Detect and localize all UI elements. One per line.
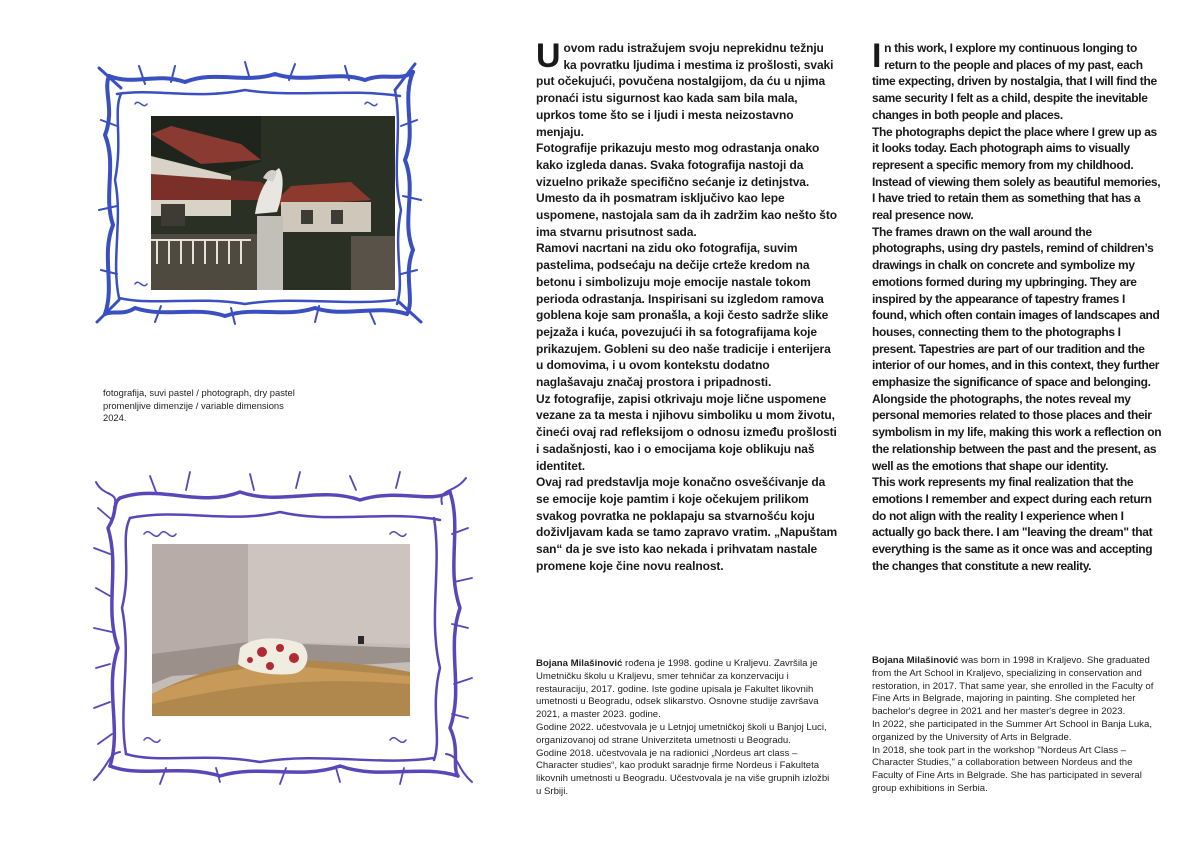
photo-bed-blanket-image: [152, 544, 410, 716]
statement-english-paragraph-3: The frames drawn on the wall around the photographs, using dry pastels, remind of children’s drawings in chalk on concrete and symbolize my emotions formed during my upbringing. They are inspired by the appearance of tapestry frames I found, which often contain images of landscapes and houses, connecting them to the photographs I present. Tapestries are part of our tradition and the interior of our homes, and in this context, they further emphasize the significance of space and belonging.: [872, 224, 1160, 390]
bio-english-paragraph-3: In 2018, she took part in the workshop "Nordeus Art Class – Character Studies," a collaboration between Nordeus and the Faculty of Fine Arts in Belgrade. She has participated in several group exhibitions in Serbia.: [872, 744, 1142, 794]
bio-english-name: Bojana Milašinović: [872, 655, 959, 666]
bio-serbian-name: Bojana Milašinović: [536, 658, 623, 669]
photo-bed-blanket: [152, 544, 410, 716]
caption-line-medium: fotografija, suvi pastel / photograph, dry pastel: [103, 387, 295, 398]
statement-serbian-paragraph-3: Ramovi nacrtani na zidu oko fotografija, suvim pastelima, podsećaju na dečije crteže kredom na betonu i simbolizuju moje emocije nastale tokom perioda odrastanja. Inspirisani su izgledom ramova goblena koje sam pronašla, a koji često sadrže slike pejzaža i kuća, povezujući ih sa fotografijama koje prikazujem. Gobleni su deo naše tradicije i enterijera u domovima, i u ovom kontekstu dodatno naglašavaju značaj prostora i pripadnosti.: [536, 241, 831, 390]
statement-english-paragraph-2: The photographs depict the place where I grew up as it looks today. Each photograph aims to visually represent a specific memory from my childhood. Instead of viewing them solely as beautiful memories, I have tried to retain them as something that has a real presence now.: [872, 124, 1161, 223]
statement-serbian-paragraph-1-text: ovom radu istražujem svoju neprekidnu težnju ka povratku ljudima i mestima iz prošlosti, svaki put očekujući, povučena nostalgijom, da ću u njima pronaći istu sigurnost kao kada sam bila mala, uprkos tome što se i ljudi i mesta neizostavno menjaju.: [536, 41, 834, 139]
statement-english-paragraph-5: This work represents my final realization that the emotions I remember and expect during each return do not align with the reality I experience when I actually go back there. I am "leaving the dream" that everything is the same as it once was and accepting the changes that constitute a new reality.: [872, 475, 1153, 573]
bio-english: [872, 655, 1162, 796]
bio-english-paragraph-1-text: was born in 1998 in Kraljevo. She graduated from the Art School in Kraljevo, specializing in conservation and restoration, in 2017. That same year, she enrolled in the Faculty of Fine Arts in Belgrade, majoring in painting. She completed her bachelor's degree in 2021 and her master's degree in 2023.: [872, 655, 1154, 718]
pastel-frame-bottom: [90, 468, 475, 786]
bio-english-paragraph-2: In 2022, she participated in the Summer Art School in Banja Luka, organized by the University of Arts in Belgrade.: [872, 718, 1152, 743]
bio-serbian: [536, 658, 836, 799]
bio-serbian-paragraph-3: Godine 2018. učestvovala je na radionici „Nordeus art class – Character studies“, kao produkt saradnje firme Nordeus i Fakulteta likovnih umetnosti u Beogradu. Učestvovala je na više grupnih izložbi u Srbiji.: [536, 747, 830, 797]
bio-serbian-paragraph-1: [536, 658, 836, 722]
pastel-frame-top: [95, 60, 425, 325]
photo-house-statue-image: [151, 116, 395, 290]
statement-english-paragraph-1: [872, 37, 1162, 124]
caption-line-dimensions: promenljive dimenzije / variable dimensions: [103, 399, 284, 411]
caption-line-year: 2024.: [103, 412, 127, 423]
bio-english-paragraph-1: [872, 655, 1162, 719]
statement-english-paragraph-4: Alongside the photographs, the notes reveal my personal memories related to those places and their symbolism in my life, making this work a reflection on the relationship between the past and the present, as well as the emotions that shape our identity.: [872, 391, 1162, 473]
statement-english-paragraph-1-text: n this work, I explore my continuous longing to return to the people and places of my past, each time expecting, driven by nostalgia, that I will find the same security I felt as a child, despite the inevitable changes in both people and places.: [872, 41, 1157, 122]
statement-serbian-paragraph-2: Fotografije prikazuju mesto mog odrastanja onako kako izgleda danas. Svaka fotografija nastoji da vizuelno prikaže specifično sećanje iz detinjstva. Umesto da ih posmatram isključivo kao lepe uspomene, nastojala sam da ih zadržim kao nešto što ima stvarnu prisutnost sada.: [536, 141, 837, 239]
statement-serbian-paragraph-5: Ovaj rad predstavlja moje konačno osvešćivanje da se emocije koje pamtim i koje očekujem prilikom svakog povratka ne poklapaju sa stvarnošću koju doživljavam kada se tamo zapravo vratim. „Napuštam san“ da je sve isto kao nekada i prihvatam nastale promene koje čine novu realnost.: [536, 475, 838, 573]
bio-serbian-paragraph-1-text: rođena je 1998. godine u Kraljevu. Završila je Umetničku školu u Kraljevu, smer tehničar za konzervaciju i restauraciju, 2017. godine. Iste godine upisala je Fakultet likovnih umetnosti u Beogradu, odsek slikarstvo. Osnovne studije završava 2021, a master 2023. godine.: [536, 658, 819, 721]
photo-house-statue: [151, 116, 395, 290]
statement-serbian-paragraph-4: Uz fotografije, zapisi otkrivaju moje lične uspomene vezane za ta mesta i njihovu simboliku u mom životu, čineći ovaj rad refleksijom o odnosu između prošlosti i sadašnjosti, kao i o emocijama koje oblikuju naš identitet.: [536, 391, 837, 473]
dropcap-serbian: U: [536, 37, 561, 75]
dropcap-english: I: [872, 37, 882, 75]
image-caption: [103, 387, 333, 425]
statement-serbian-paragraph-1: [536, 37, 838, 140]
bio-serbian-paragraph-2: Godine 2022. učestvovala je u Letnjoj umetničkoj školi u Banjoj Luci, organizovanoj od strane Univerziteta umetnosti u Beogradu.: [536, 721, 827, 746]
statement-english: [872, 37, 1162, 575]
statement-serbian: [536, 37, 838, 575]
